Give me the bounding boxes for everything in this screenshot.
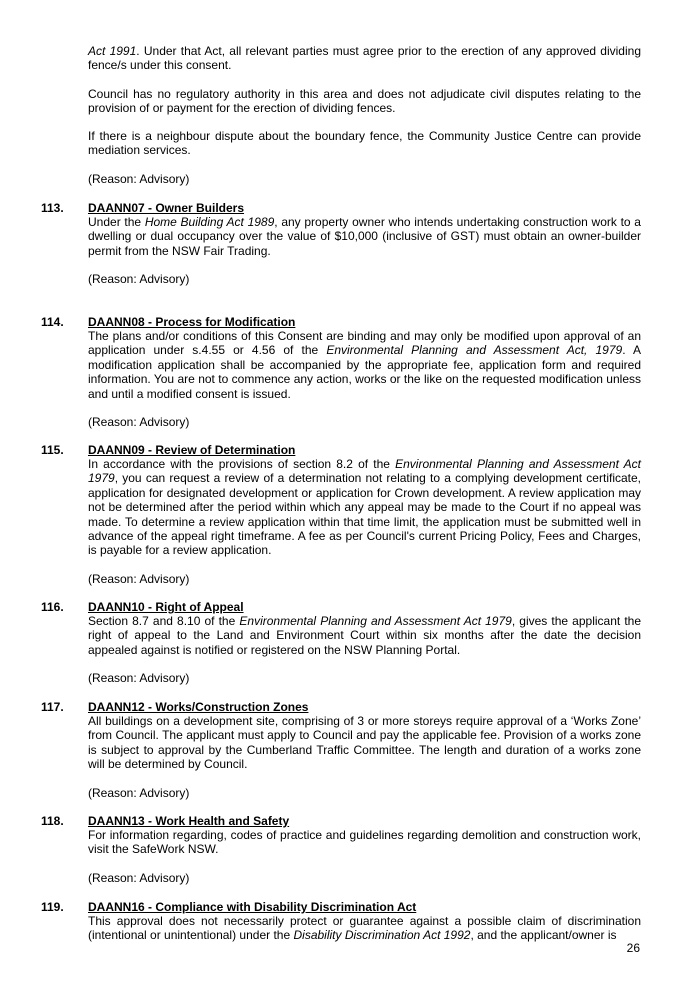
condition-number: 113. [41, 201, 64, 215]
body-text: Section 8.7 and 8.10 of the [88, 614, 240, 628]
condition-body [88, 714, 641, 772]
intro-text: . Under that Act, all relevant parties must agree prior to the erection of any approved dividing fence/s under this consent. [88, 44, 641, 73]
body-text: , you can request a review of a determination not relating to a complying development certificate, application for designated development or application for Crown development. A review application may not be determined after the period within which any appeal may be made to the Court if no appeal was made. To determine a review application within that time limit, the application must be submitted well in advance of the appeal right timeframe. A fee as per Council's current Pricing Policy, Fees and Charges, is payable for a review application. [88, 471, 641, 558]
condition-number: 115. [41, 443, 64, 457]
condition-body [88, 914, 641, 943]
condition-body [88, 215, 641, 258]
condition-heading: DAANN16 - Compliance with Disability Discrimination Act [88, 900, 417, 914]
act-reference: Environmental Planning and Assessment Act, 1979 [326, 343, 623, 358]
condition-body [88, 828, 641, 857]
act-reference: Home Building Act 1989 [144, 215, 275, 229]
body-text: In accordance with the provisions of section 8.2 of the [88, 457, 396, 471]
act-reference: Environmental Planning and Assessment Act 1979 [239, 614, 512, 628]
condition-body [88, 329, 641, 401]
body-text: For information regarding, codes of practice and guidelines regarding demolition and construction work, visit the SafeWork NSW. [88, 828, 641, 857]
body-text: , and the applicant/owner is [470, 928, 617, 943]
reason-text: (Reason: Advisory) [88, 786, 190, 800]
page-number: 26 [626, 941, 640, 955]
condition-heading: DAANN09 - Review of Determination [88, 443, 296, 457]
condition-number: 114. [41, 315, 64, 329]
reason-text: (Reason: Advisory) [88, 172, 190, 186]
condition-heading: DAANN12 - Works/Construction Zones [88, 700, 309, 714]
intro-paragraph-3: If there is a neighbour dispute about the boundary fence, the Community Justice Centre can provide mediation services. [88, 129, 641, 158]
condition-number: 118. [41, 814, 64, 828]
body-text: , gives the applicant the right of appeal to the Land and Environment Court within six months after the date the decision appealed against is notified or registered on the NSW Planning Portal. [88, 614, 641, 657]
condition-heading: DAANN08 - Process for Modification [88, 315, 296, 329]
body-text: The plans and/or conditions of this Consent are binding and may only be modified upon approval of an application under s.4.55 or 4.56 of the [88, 329, 641, 358]
act-reference: Act 1991 [88, 44, 137, 58]
reason-text: (Reason: Advisory) [88, 671, 190, 685]
condition-body [88, 614, 641, 657]
condition-number: 119. [41, 900, 64, 914]
condition-heading: DAANN10 - Right of Appeal [88, 600, 244, 614]
reason-text: (Reason: Advisory) [88, 415, 190, 429]
reason-text: (Reason: Advisory) [88, 272, 190, 286]
act-reference: Disability Discrimination Act 1992 [293, 928, 471, 943]
condition-heading: DAANN07 - Owner Builders [88, 201, 245, 215]
body-text: All buildings on a development site, comprising of 3 or more storeys require approval of a ‘Works Zone’ from Council. The applicant must apply to Council and pay the applicable fee. Provision of a works zone is subject to approval by the Cumberland Traffic Committee. The length and duration of a works zone will be determined by Council. [88, 714, 641, 772]
condition-number: 116. [41, 600, 64, 614]
condition-heading: DAANN13 - Work Health and Safety [88, 814, 290, 828]
reason-text: (Reason: Advisory) [88, 572, 190, 586]
body-text: This approval does not necessarily protect or guarantee against a possible claim of discrimination (intentional or unintentional) under the [88, 914, 641, 943]
reason-text: (Reason: Advisory) [88, 871, 190, 885]
body-text: Under the [88, 215, 145, 229]
intro-paragraph-2: Council has no regulatory authority in this area and does not adjudicate civil disputes relating to the provision of or payment for the erection of dividing fences. [88, 87, 641, 116]
condition-number: 117. [41, 700, 64, 714]
act-reference: Environmental Planning and Assessment Act 1979 [88, 457, 641, 486]
body-text: , any property owner who intends undertaking construction work to a dwelling or dual occupancy over the value of $10,000 (inclusive of GST) must obtain an owner-builder permit from the NSW Fair Trading. [88, 215, 641, 258]
body-text: . A modification application shall be accompanied by the appropriate fee, application form and required information. You are not to commence any action, works or the like on the requested modification unless and until a modified consent is issued. [88, 343, 642, 401]
intro-paragraph-1 [88, 44, 641, 73]
condition-body [88, 457, 641, 558]
